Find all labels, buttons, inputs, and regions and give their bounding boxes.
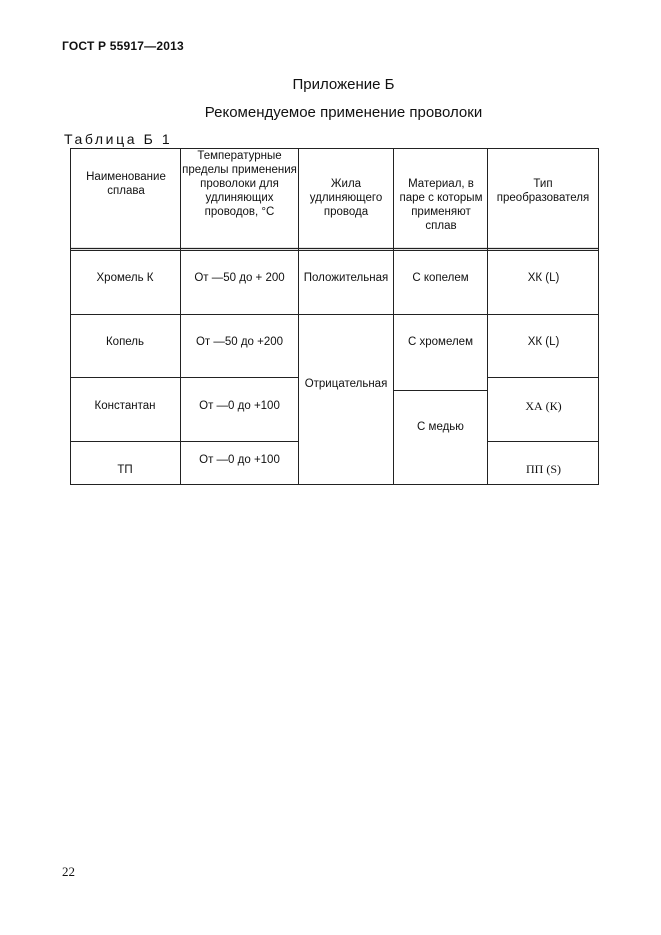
table-caption: Таблица Б 1 — [64, 131, 173, 147]
cell-type-constantan: ХА (К) — [525, 399, 562, 413]
cell-temp-constantan: От —0 до +100 — [199, 400, 280, 412]
header-alloy-name: Наименование сплава — [86, 171, 166, 197]
cell-material-chromel: С хромелем — [408, 336, 473, 348]
header-conductor: Жила удлиняющего провода — [309, 178, 383, 218]
cell-type-chromel: ХК (L) — [527, 272, 560, 284]
header-paired-material: Материал, в паре с которым применяют сплав — [399, 178, 483, 232]
cell-temp-tp: От —0 до +100 — [199, 454, 280, 466]
cell-temp-kopel: От —50 до +200 — [195, 336, 284, 348]
header-converter-type: Тип преобразователя — [496, 178, 590, 204]
appendix-subtitle: Рекомендуемое применение проволоки — [204, 104, 483, 121]
document-header: ГОСТ Р 55917—2013 — [62, 39, 184, 53]
appendix-title: Приложение Б — [292, 76, 395, 93]
cell-alloy-constantan: Константан — [94, 400, 156, 412]
cell-conductor-negative: Отрицательная — [304, 378, 388, 390]
cell-temp-chromel: От —50 до + 200 — [194, 272, 285, 284]
cell-alloy-kopel: Копель — [105, 336, 145, 348]
page-number: 22 — [62, 864, 75, 879]
cell-type-tp: ПП (S) — [526, 462, 561, 476]
cell-alloy-tp: ТП — [117, 464, 133, 476]
wire-application-table — [70, 148, 599, 485]
cell-material-copper: С медью — [417, 421, 464, 433]
cell-alloy-chromel: Хромель К — [96, 272, 154, 284]
cell-material-kopel: С копелем — [412, 272, 469, 284]
header-temperature-limits: Температурные пределы применения проволоки для удлиняющих проводов, °С — [182, 150, 297, 218]
cell-type-kopel: ХК (L) — [527, 336, 560, 348]
cell-conductor-positive: Положительная — [303, 272, 389, 284]
